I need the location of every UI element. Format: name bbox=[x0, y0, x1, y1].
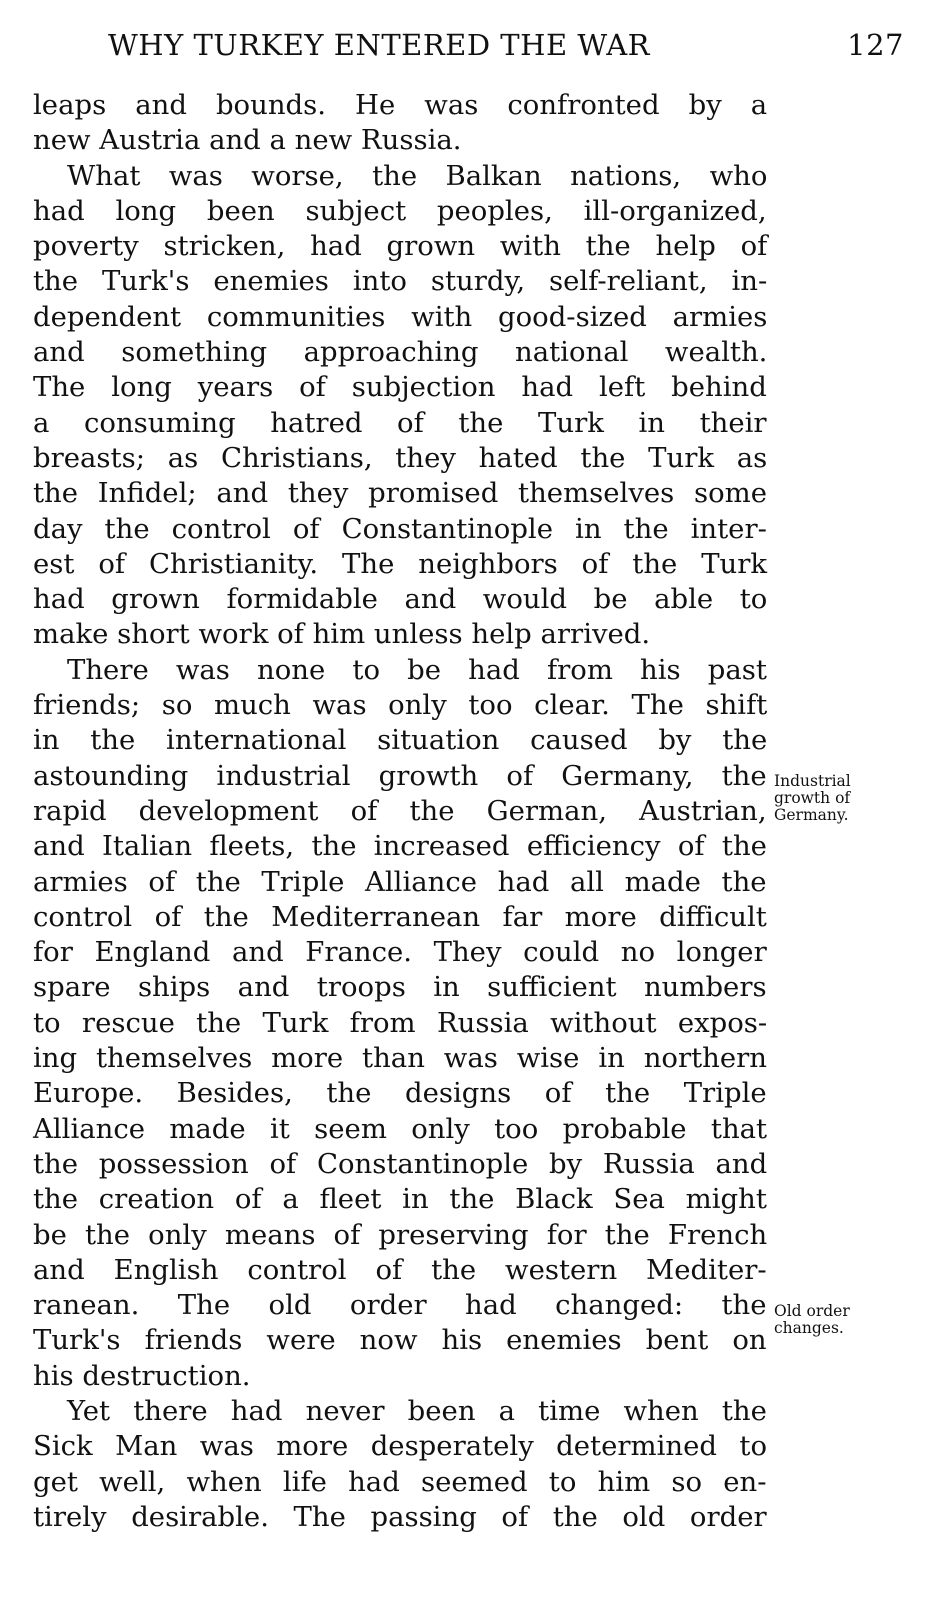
text-line: in the international situation caused by the bbox=[33, 724, 768, 757]
text-line: for England and France. They could no longer bbox=[33, 936, 767, 969]
text-line: control of the Mediterranean far more difficult bbox=[33, 900, 767, 933]
text-line: Sick Man was more desperately determined to bbox=[33, 1430, 767, 1463]
side-note-line: growth of bbox=[774, 789, 851, 807]
side-note-line: Old order bbox=[774, 1302, 850, 1320]
text-line: dependent communities with good-sized armies bbox=[33, 300, 768, 333]
text-line: breasts; as Christians, they hated the Turk as bbox=[33, 441, 768, 474]
text-line: Turk's friends were now his enemies bent on bbox=[33, 1324, 767, 1357]
text-line: had grown formidable and would be able to bbox=[33, 583, 768, 616]
side-note-line: Industrial bbox=[774, 772, 851, 790]
text-line: tirely desirable. The passing of the old order bbox=[33, 1500, 767, 1533]
text-line: and Italian fleets, the increased efficiency of the bbox=[33, 830, 767, 863]
text-line: to rescue the Turk from Russia without expos- bbox=[33, 1006, 768, 1039]
text-line: armies of the Triple Alliance had all made the bbox=[33, 865, 767, 898]
text-line: a consuming hatred of the Turk in their bbox=[33, 406, 767, 439]
side-note-industrial-growth bbox=[774, 773, 944, 824]
text-line: Europe. Besides, the designs of the Triple bbox=[33, 1077, 767, 1110]
text-line: the Infidel; and they promised themselves some bbox=[33, 477, 768, 510]
text-line: new Austria and a new Russia. bbox=[33, 124, 462, 157]
text-line: be the only means of preserving for the French bbox=[33, 1218, 768, 1251]
text-line: rapid development of the German, Austrian, bbox=[33, 794, 767, 827]
text-line: poverty stricken, had grown with the help of bbox=[33, 230, 768, 263]
text-line: get well, when life had seemed to him so en- bbox=[33, 1465, 767, 1498]
text-line: the creation of a fleet in the Black Sea might bbox=[33, 1183, 767, 1216]
text-line: his destruction. bbox=[33, 1359, 251, 1392]
text-line: spare ships and troops in sufficient numbers bbox=[33, 971, 767, 1004]
text-line: est of Christianity. The neighbors of the Turk bbox=[33, 547, 768, 580]
text-line: Alliance made it seem only too probable that bbox=[33, 1112, 768, 1145]
page-header bbox=[108, 28, 908, 68]
body-text bbox=[33, 88, 767, 1535]
text-line: Yet there had never been a time when the bbox=[67, 1394, 767, 1427]
text-line: What was worse, the Balkan nations, who bbox=[67, 159, 768, 192]
text-line: astounding industrial growth of Germany, the bbox=[33, 759, 767, 792]
text-line: and something approaching national wealth. bbox=[33, 336, 768, 369]
text-line: the Turk's enemies into sturdy, self-reliant, in- bbox=[33, 265, 768, 298]
side-note-line: Germany. bbox=[774, 806, 849, 824]
text-line: There was none to be had from his past bbox=[67, 653, 767, 686]
page-number: 127 bbox=[847, 28, 904, 62]
text-line: ing themselves more than was wise in northern bbox=[33, 1042, 768, 1075]
text-line: The long years of subjection had left behind bbox=[33, 371, 767, 404]
side-note-line: changes. bbox=[774, 1319, 844, 1337]
side-note-old-order bbox=[774, 1303, 944, 1337]
text-line: the possession of Constantinople by Russia and bbox=[33, 1147, 768, 1180]
running-title: WHY TURKEY ENTERED THE WAR bbox=[108, 28, 650, 62]
text-line: day the control of Constantinople in the inter- bbox=[33, 512, 767, 545]
text-line: make short work of him unless help arrived. bbox=[33, 618, 651, 651]
text-line: had long been subject peoples, ill-organized, bbox=[33, 194, 767, 227]
text-line: leaps and bounds. He was confronted by a bbox=[33, 89, 768, 121]
text-line: ranean. The old order had changed: the bbox=[33, 1289, 767, 1322]
text-line: friends; so much was only too clear. The shift bbox=[33, 689, 768, 722]
text-line: and English control of the western Mediter- bbox=[33, 1253, 767, 1286]
